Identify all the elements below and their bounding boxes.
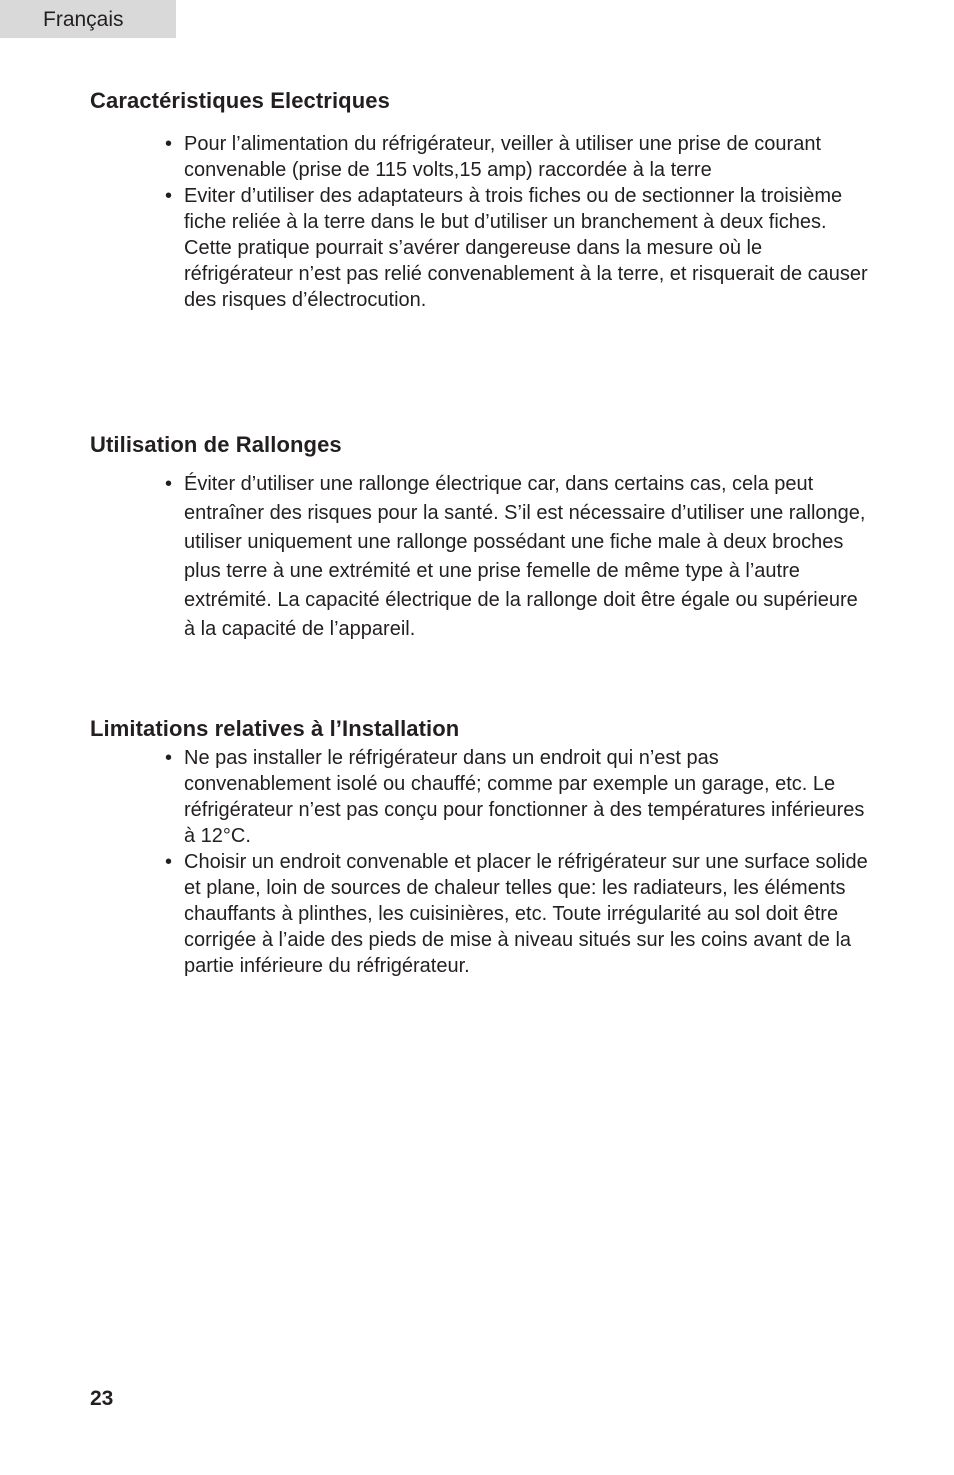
bullet-dot-icon: • (165, 185, 173, 207)
bullet-dot-icon: • (165, 851, 173, 873)
bullet-dot-icon: • (165, 133, 173, 155)
list-item-text: Ne pas installer le réfrigérateur dans un endroit qui n’est pas convenablement isolé ou chauffé; comme par exemple un garage, etc. Le réfrigérateur n’est pas conçu pour fonctionner à des températures inférieures à 12°C. (184, 747, 865, 847)
section-electrical-characteristics (90, 87, 870, 313)
section-title: Caractéristiques Electriques (90, 88, 390, 113)
bullet-list (90, 131, 870, 313)
bullet-dot-icon: • (165, 747, 173, 769)
list-item (165, 745, 870, 849)
list-item-text: Éviter d’utiliser une rallonge électrique car, dans certains cas, cela peut entraîner des risques pour la santé. S’il est nécessaire d’utiliser une rallonge, utiliser uniquement une rallonge possédant une fiche male à deux broches plus terre à une extrémité et une prise femelle de même type à l’autre extrémité. La capacité électrique de la rallonge doit être égale ou supérieure à la capacité de l’appareil. (184, 473, 866, 640)
list-item (165, 849, 870, 979)
list-item (165, 131, 870, 183)
bullet-dot-icon: • (165, 473, 173, 495)
list-item-text: Pour l’alimentation du réfrigérateur, veiller à utiliser une prise de courant convenable (prise de 115 volts,15 amp) raccordée à la terre (184, 133, 822, 181)
section-extension-cords (90, 431, 870, 644)
section-installation-limitations (90, 715, 870, 979)
list-item-text: Eviter d’utiliser des adaptateurs à trois fiches ou de sectionner la troisième fiche reliée à la terre dans le but d’utiliser un branchement à deux fiches. Cette pratique pourrait s’avérer dangereuse dans la mesure où le réfrigérateur n’est pas relié convenablement à la terre, et risquerait de causer des risques d’électrocution. (184, 185, 868, 311)
list-item-text: Choisir un endroit convenable et placer le réfrigérateur sur une surface solide et plane, loin de sources de chaleur telles que: les radiateurs, les éléments chauffants à plinthes, les cuisinières, etc. Toute irrégularité au sol doit être corrigée à l’aide des pieds de mise à niveau situés sur les coins avant de la partie inférieure du réfrigérateur. (184, 851, 868, 977)
section-title: Limitations relatives à l’Installation (90, 716, 460, 741)
list-item (165, 183, 870, 313)
language-tab (0, 0, 176, 38)
page-number: 23 (90, 1387, 114, 1410)
list-item (165, 470, 870, 644)
bullet-list (90, 470, 870, 644)
section-title: Utilisation de Rallonges (90, 432, 342, 457)
bullet-list (90, 745, 870, 979)
language-label: Français (43, 8, 124, 31)
